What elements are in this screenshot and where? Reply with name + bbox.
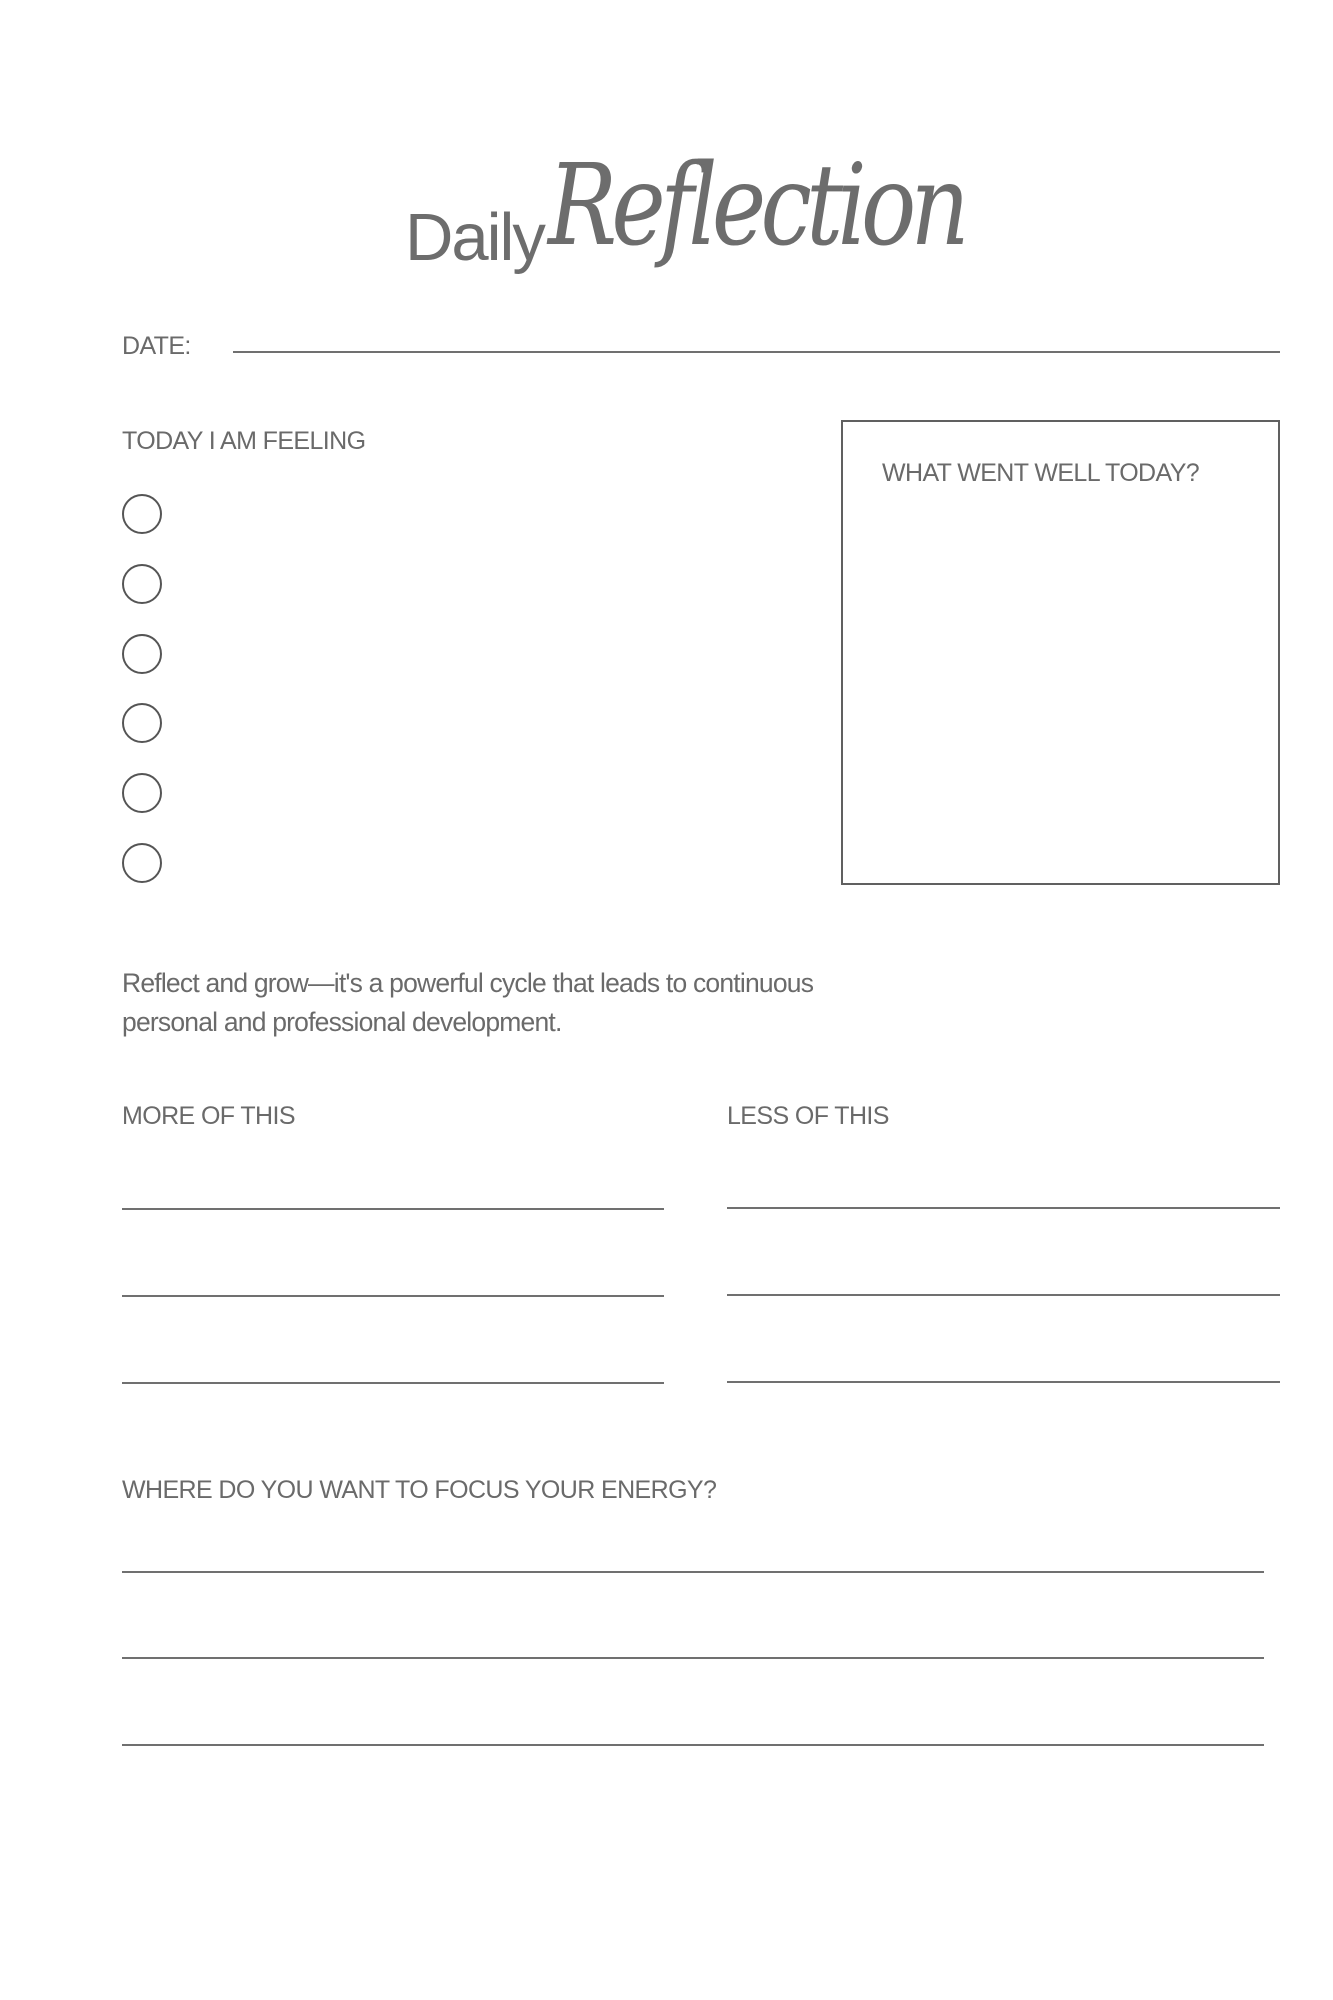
- more-of-this-label: MORE OF THIS: [122, 1102, 295, 1130]
- focus-energy-line-1[interactable]: [122, 1571, 1264, 1573]
- less-of-this-line-1[interactable]: [727, 1207, 1280, 1209]
- feeling-checkbox-2[interactable]: [122, 564, 162, 604]
- more-of-this-line-3[interactable]: [122, 1382, 664, 1384]
- date-field-line[interactable]: [233, 351, 1280, 353]
- feeling-checkbox-6[interactable]: [122, 843, 162, 883]
- date-label: DATE:: [122, 332, 191, 360]
- more-of-this-line-2[interactable]: [122, 1295, 664, 1297]
- focus-energy-label: WHERE DO YOU WANT TO FOCUS YOUR ENERGY?: [122, 1476, 717, 1504]
- less-of-this-label: LESS OF THIS: [727, 1102, 889, 1130]
- focus-energy-line-2[interactable]: [122, 1657, 1264, 1659]
- what-went-well-box[interactable]: [841, 420, 1280, 885]
- title-reflection: Reflection: [548, 141, 964, 271]
- less-of-this-line-2[interactable]: [727, 1294, 1280, 1296]
- feeling-checkbox-4[interactable]: [122, 703, 162, 743]
- feeling-label: TODAY I AM FEELING: [122, 427, 366, 455]
- what-went-well-label: WHAT WENT WELL TODAY?: [882, 459, 1200, 487]
- feeling-checkbox-1[interactable]: [122, 494, 162, 534]
- reflection-quote: Reflect and grow—it's a powerful cycle that leads to continuous personal and professional development.: [122, 968, 814, 1037]
- title-daily: Daily: [405, 200, 544, 275]
- feeling-checkbox-5[interactable]: [122, 773, 162, 813]
- focus-energy-line-3[interactable]: [122, 1744, 1264, 1746]
- feeling-checkbox-3[interactable]: [122, 634, 162, 674]
- more-of-this-line-1[interactable]: [122, 1208, 664, 1210]
- less-of-this-line-3[interactable]: [727, 1381, 1280, 1383]
